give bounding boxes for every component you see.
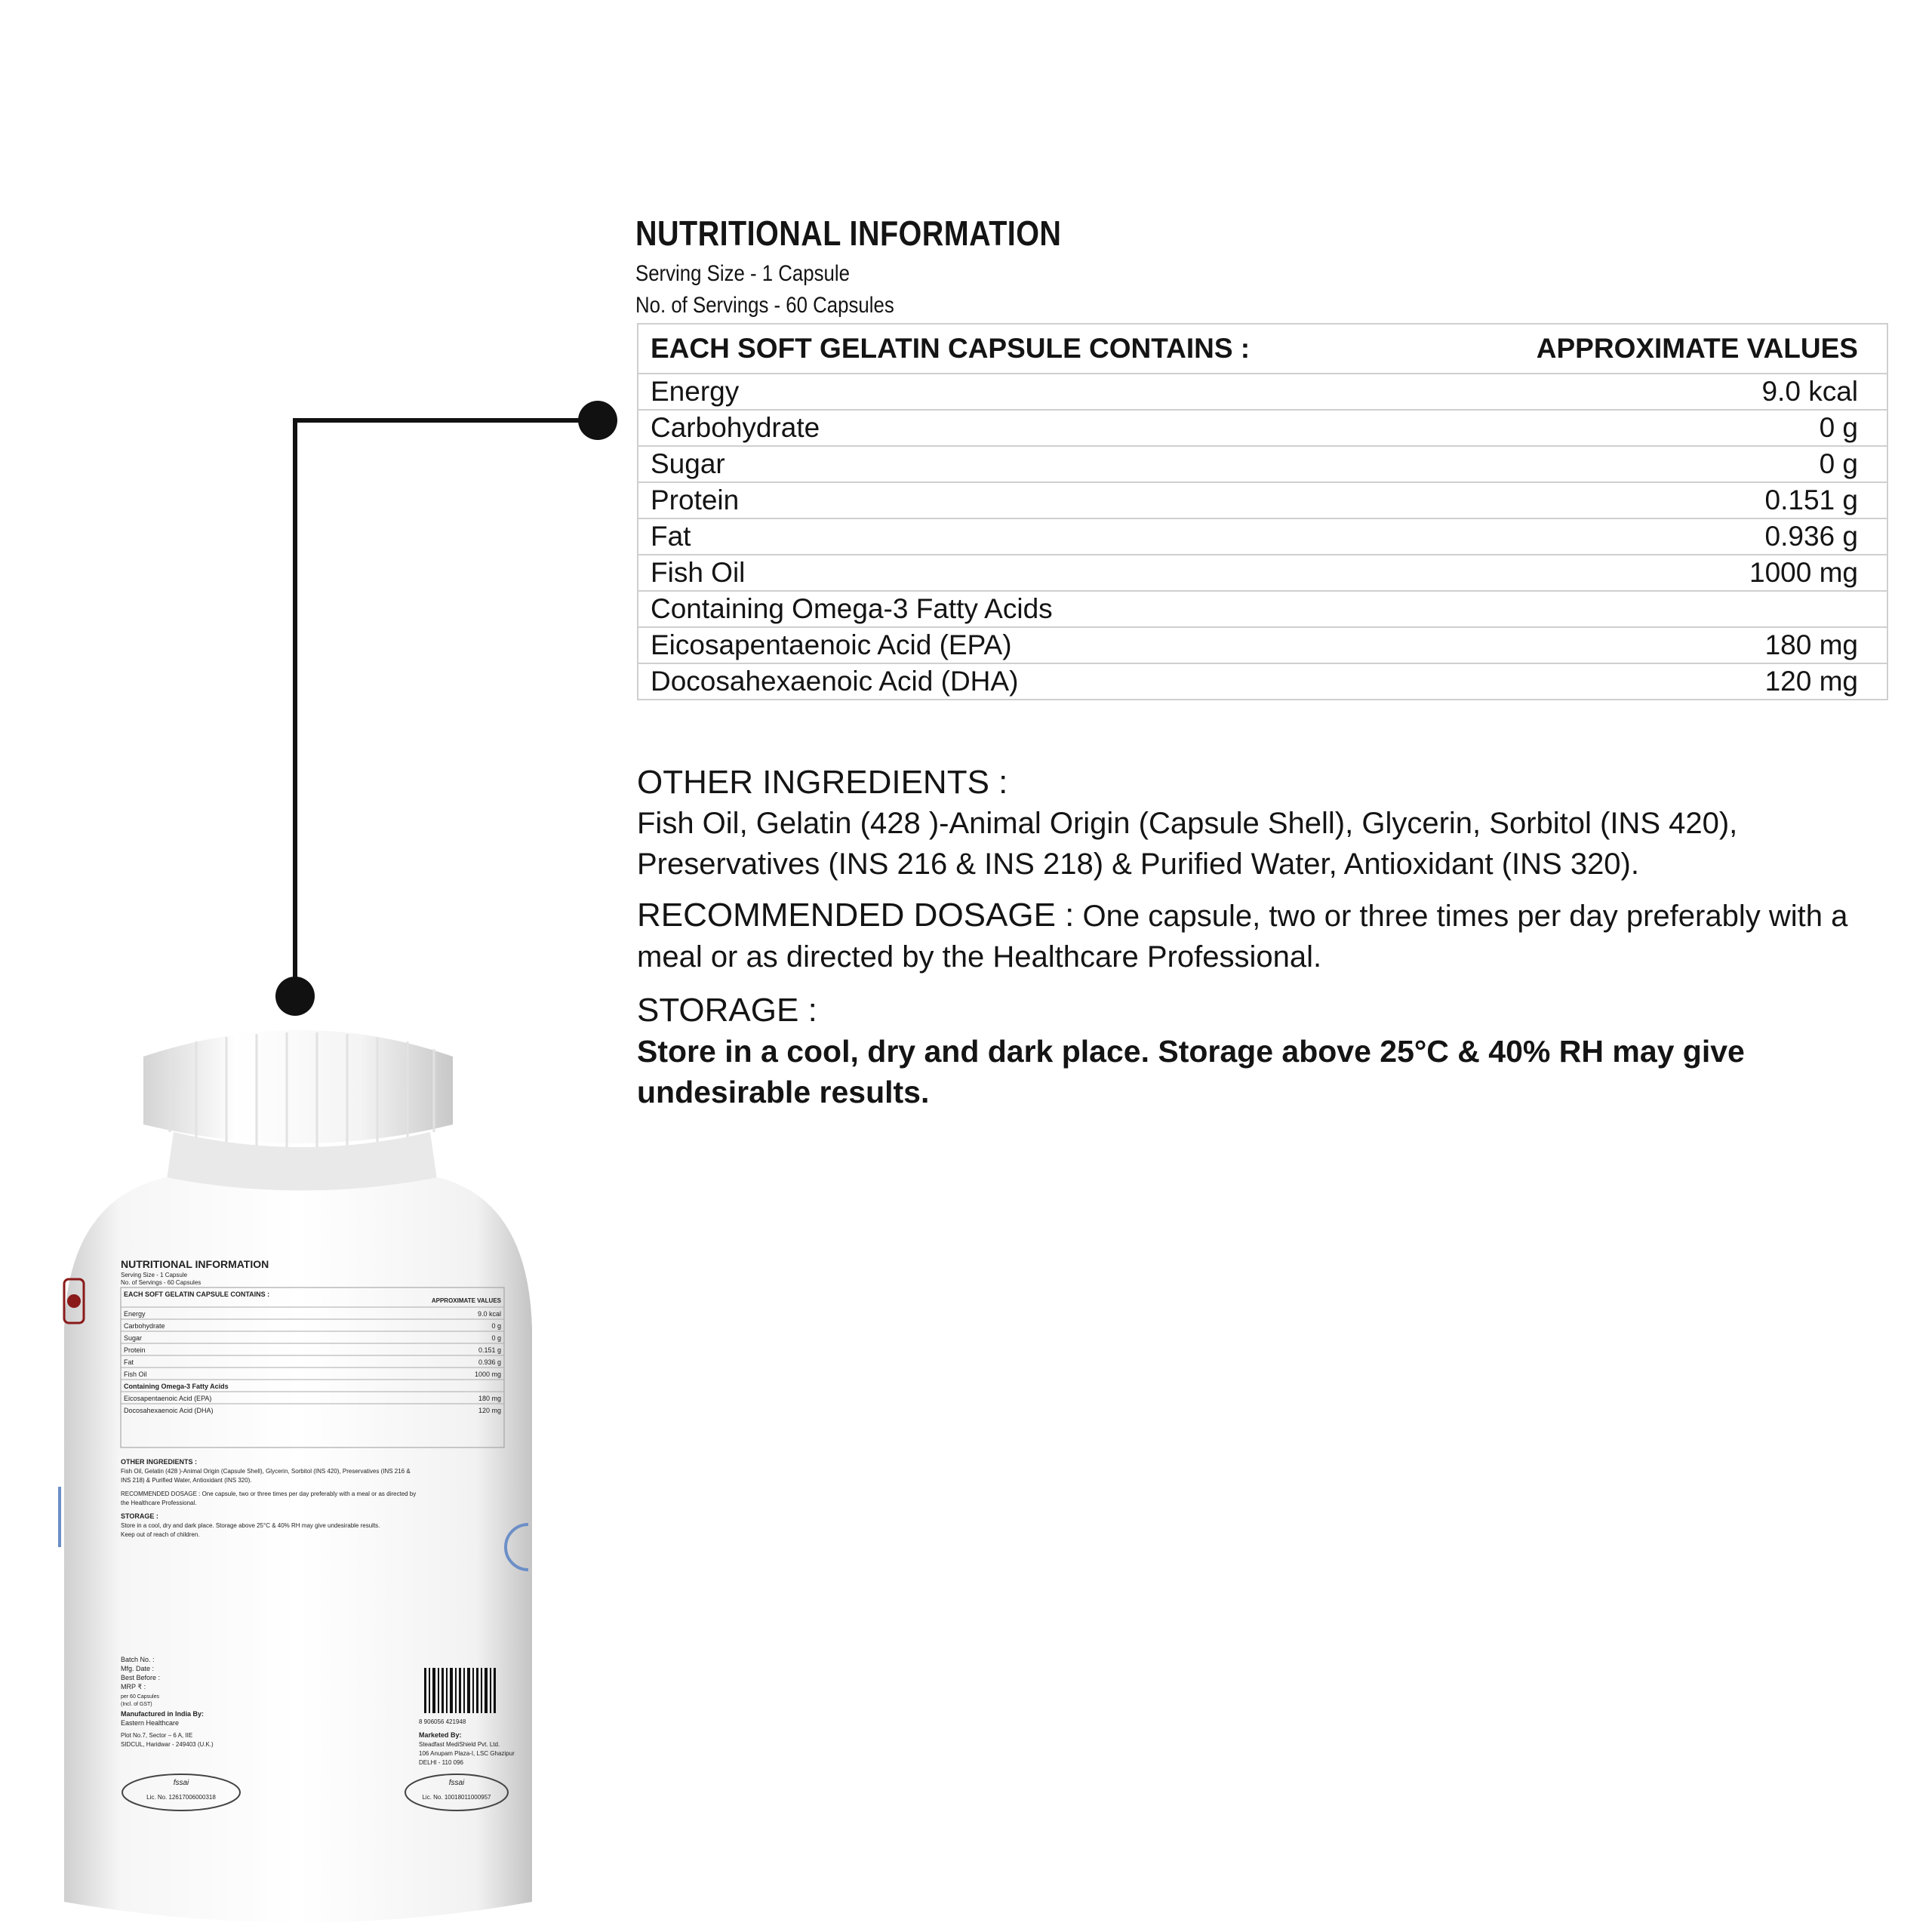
label-mfr-name: Eastern Healthcare	[121, 1719, 180, 1727]
other-ingredients-section	[637, 762, 1867, 884]
table-row	[638, 410, 1887, 446]
row-value: 0.151 g	[1435, 482, 1887, 518]
label-storage-heading: STORAGE :	[121, 1512, 158, 1520]
label-servings: No. of Servings - 60 Capsules	[121, 1279, 202, 1286]
row-name: Eicosapentaenoic Acid (EPA)	[638, 627, 1435, 663]
row-value	[1435, 591, 1887, 627]
label-row-value: 120 mg	[478, 1407, 501, 1414]
row-value: 120 mg	[1435, 663, 1887, 700]
label-row-name: Carbohydrate	[124, 1322, 165, 1330]
nutrition-table-header	[638, 324, 1887, 374]
label-incl: (Incl. of GST)	[121, 1702, 152, 1707]
fssai-logo: fssai	[448, 1779, 465, 1787]
row-name: Docosahexaenoic Acid (DHA)	[638, 663, 1435, 700]
label-mrp: MRP ₹ :	[121, 1683, 146, 1690]
label-row-name: Containing Omega-3 Fatty Acids	[124, 1383, 229, 1390]
label-row-value: 0.936 g	[478, 1358, 501, 1366]
label-lic-1: Lic. No. 12617006000318	[146, 1794, 216, 1801]
row-name: Containing Omega-3 Fatty Acids	[638, 591, 1435, 627]
label-row-name: Sugar	[124, 1334, 143, 1342]
row-value: 0 g	[1435, 410, 1887, 446]
row-value: 0 g	[1435, 446, 1887, 482]
nutrition-panel	[635, 213, 1888, 321]
label-row-name: Energy	[124, 1310, 146, 1318]
connector-horizontal	[293, 418, 599, 423]
label-row-value: 9.0 kcal	[477, 1310, 501, 1318]
nutrition-title: NUTRITIONAL INFORMATION	[635, 214, 1062, 253]
label-title: NUTRITIONAL INFORMATION	[121, 1258, 269, 1270]
storage-heading: STORAGE :	[637, 992, 817, 1029]
label-row-name: Eicosapentaenoic Acid (EPA)	[124, 1395, 212, 1402]
label-row-name: Protein	[124, 1346, 146, 1354]
fssai-logo: fssai	[173, 1779, 189, 1787]
header-right: APPROXIMATE VALUES	[1435, 324, 1887, 374]
table-row	[638, 374, 1887, 410]
row-value: 0.936 g	[1435, 518, 1887, 555]
label-row-value: 180 mg	[478, 1395, 501, 1402]
label-row-value: 0 g	[491, 1334, 501, 1342]
label-row-value: 0 g	[491, 1322, 501, 1330]
label-mkt-name: Steadfast MediShield Pvt. Ltd.	[419, 1741, 500, 1748]
supplement-bottle	[0, 1011, 574, 1932]
label-keep-out: Keep out of reach of children.	[121, 1531, 200, 1538]
row-name: Fish Oil	[638, 555, 1435, 591]
table-row	[638, 663, 1887, 700]
header-left: EACH SOFT GELATIN CAPSULE CONTAINS :	[638, 324, 1435, 374]
table-row	[638, 627, 1887, 663]
barcode-number: 8 906056 421948	[419, 1718, 466, 1725]
other-ingredients-text: Fish Oil, Gelatin (428 )-Animal Origin (Capsule Shell), Glycerin, Sorbitol (INS 420), Preservatives (INS 216 & INS 218) & Purified Water, Antioxidant (INS 320).	[637, 807, 1738, 881]
label-mkt-addr: 106 Anupam Plaza-I, LSC Ghazipur	[419, 1750, 515, 1757]
label-per: per 60 Capsules	[121, 1694, 159, 1700]
label-header-right: APPROXIMATE VALUES	[431, 1297, 501, 1304]
serving-size: Serving Size - 1 Capsule	[635, 261, 850, 286]
label-mkt-addr: DELHI - 110 096	[419, 1759, 463, 1766]
connector-vertical	[293, 418, 297, 995]
servings-count: No. of Servings - 60 Capsules	[635, 293, 894, 318]
label-best: Best Before :	[121, 1674, 161, 1681]
label-other-text: INS 218) & Purified Water, Antioxidant (INS 320).	[121, 1477, 252, 1484]
row-name: Carbohydrate	[638, 410, 1435, 446]
label-lic-2: Lic. No. 10018011000957	[422, 1794, 491, 1801]
table-row	[638, 482, 1887, 518]
row-value: 1000 mg	[1435, 555, 1887, 591]
label-row-name: Fish Oil	[124, 1371, 147, 1378]
table-row	[638, 555, 1887, 591]
label-marketed: Marketed By:	[419, 1731, 462, 1739]
row-name: Protein	[638, 482, 1435, 518]
label-header-left: EACH SOFT GELATIN CAPSULE CONTAINS :	[124, 1291, 270, 1298]
label-other-text: Fish Oil, Gelatin (428 )-Animal Origin (Capsule Shell), Glycerin, Sorbitol (INS 420), Preservatives (INS 216 &	[121, 1468, 411, 1475]
label-row-value: 0.151 g	[478, 1346, 501, 1354]
label-manufactured: Manufactured in India By:	[121, 1710, 205, 1718]
label-mfr-addr: SIDCUL, Haridwar - 249403 (U.K.)	[121, 1741, 214, 1748]
label-row-name: Docosahexaenoic Acid (DHA)	[124, 1407, 214, 1414]
connector-dot-bottle	[275, 977, 315, 1016]
label-dosage: RECOMMENDED DOSAGE : One capsule, two or three times per day preferably with a meal or as directed by	[121, 1491, 417, 1497]
label-dosage: the Healthcare Professional.	[121, 1500, 197, 1506]
table-row	[638, 518, 1887, 555]
storage-text: Store in a cool, dry and dark place. Storage above 25°C & 40% RH may give undesirable results.	[637, 1034, 1745, 1109]
row-name: Fat	[638, 518, 1435, 555]
label-mfg: Mfg. Date :	[121, 1665, 155, 1672]
nutrition-table	[637, 323, 1888, 700]
dosage-text: One capsule, two or three times per day preferably with a meal or as directed by the Healthcare Professional.	[637, 900, 1848, 974]
dosage-heading: RECOMMENDED DOSAGE :	[637, 897, 1075, 934]
label-row-name: Fat	[124, 1358, 134, 1366]
dosage-section	[637, 895, 1867, 977]
label-batch: Batch No. :	[121, 1656, 155, 1663]
table-row	[638, 446, 1887, 482]
barcode-icon	[424, 1668, 496, 1713]
row-name: Sugar	[638, 446, 1435, 482]
label-row-value: 1000 mg	[474, 1371, 501, 1378]
row-value: 9.0 kcal	[1435, 374, 1887, 410]
label-serving: Serving Size - 1 Capsule	[121, 1272, 188, 1278]
row-name: Energy	[638, 374, 1435, 410]
connector-dot-table	[578, 401, 617, 440]
table-row	[638, 591, 1887, 627]
label-storage: Store in a cool, dry and dark place. Storage above 25°C & 40% RH may give undesirable results.	[121, 1522, 380, 1529]
storage-section	[637, 990, 1867, 1112]
label-mfr-addr: Plot No.7, Sector – 6 A, IIE	[121, 1732, 193, 1739]
other-ingredients-heading: OTHER INGREDIENTS :	[637, 764, 1008, 801]
label-other-heading: OTHER INGREDIENTS :	[121, 1458, 198, 1466]
row-value: 180 mg	[1435, 627, 1887, 663]
